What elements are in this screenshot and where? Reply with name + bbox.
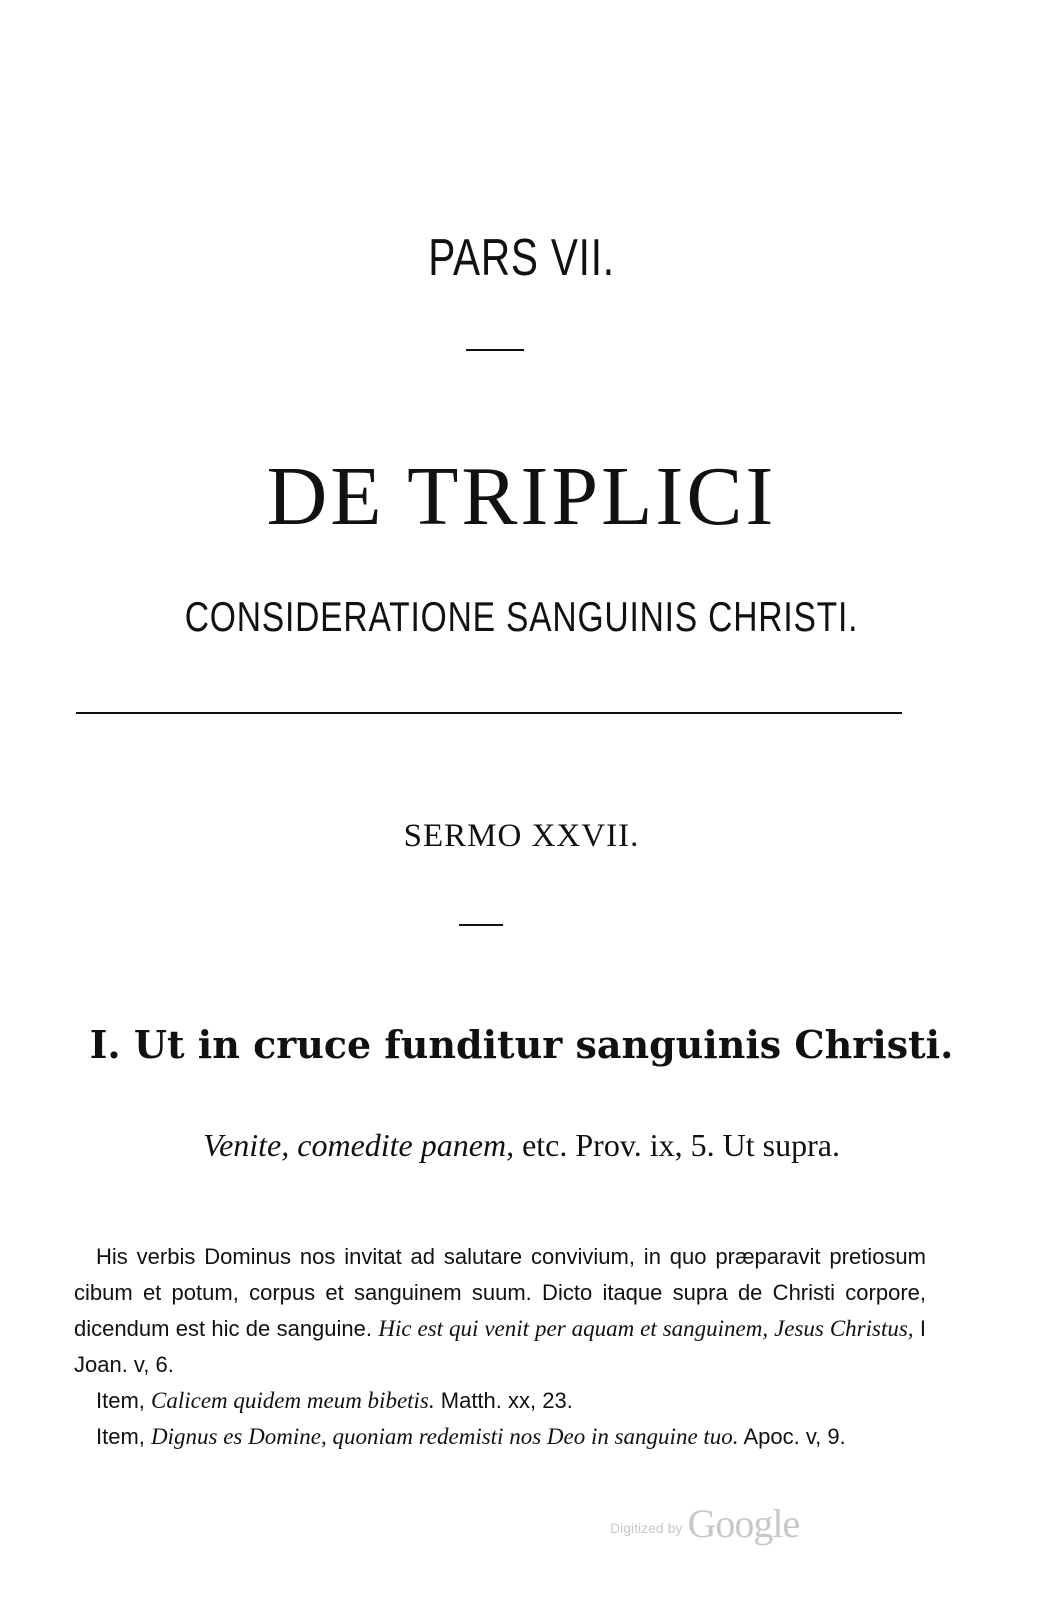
- page-title: DE TRIPLICI: [266, 450, 777, 543]
- epigraph-italic-1: Venite,: [203, 1127, 290, 1163]
- watermark-small-text: Digitized by: [610, 1520, 683, 1536]
- section-heading: I. Ut in cruce funditur sanguinis Christi.: [89, 1022, 954, 1067]
- epigraph-reference: etc. Prov. ix, 5. Ut supra.: [522, 1127, 840, 1163]
- paragraph-2-quote: Calicem quidem meum bibetis.: [151, 1388, 435, 1413]
- short-divider-top: [466, 349, 524, 351]
- paragraph-2-reference: Matth. xx, 23.: [434, 1388, 573, 1413]
- part-heading: PARS VII.: [428, 229, 615, 287]
- page-subtitle: CONSIDERATIONE SANGUINIS CHRISTI.: [184, 593, 859, 640]
- body-text: [74, 1239, 926, 1455]
- google-watermark: [610, 1500, 799, 1547]
- paragraph-2-text: Item,: [96, 1388, 152, 1413]
- epigraph-italic-2: comedite: [297, 1127, 413, 1163]
- paragraph-2: [74, 1383, 926, 1419]
- paragraph-1-reference: I Joan. v, 6.: [74, 1316, 926, 1377]
- paragraph-3-text: Item,: [96, 1424, 152, 1449]
- sermon-heading: SERMO XXVII.: [403, 818, 640, 854]
- paragraph-1: [74, 1239, 926, 1383]
- epigraph-italic-3: panem,: [420, 1127, 515, 1163]
- paragraph-3: [74, 1419, 926, 1455]
- long-divider: [76, 712, 902, 714]
- google-logo: Google: [687, 1501, 800, 1546]
- short-divider-bottom: [459, 924, 503, 926]
- paragraph-1-text: His verbis Dominus nos invitat ad salutare convivium, in quo præparavit pretiosum cibum et potum, corpus et sanguinem suum. Dicto itaque supra de Christi corpore, dicendum est hic de sanguine.: [74, 1244, 926, 1341]
- paragraph-3-reference: Apoc. v, 9.: [738, 1424, 846, 1449]
- paragraph-3-quote: Dignus es Domine, quoniam redemisti nos Deo in sanguine tuo.: [151, 1424, 739, 1449]
- paragraph-1-quote: Hic est qui venit per aquam et sanguinem, Jesus Christus,: [378, 1316, 914, 1341]
- epigraph: [0, 1127, 1043, 1164]
